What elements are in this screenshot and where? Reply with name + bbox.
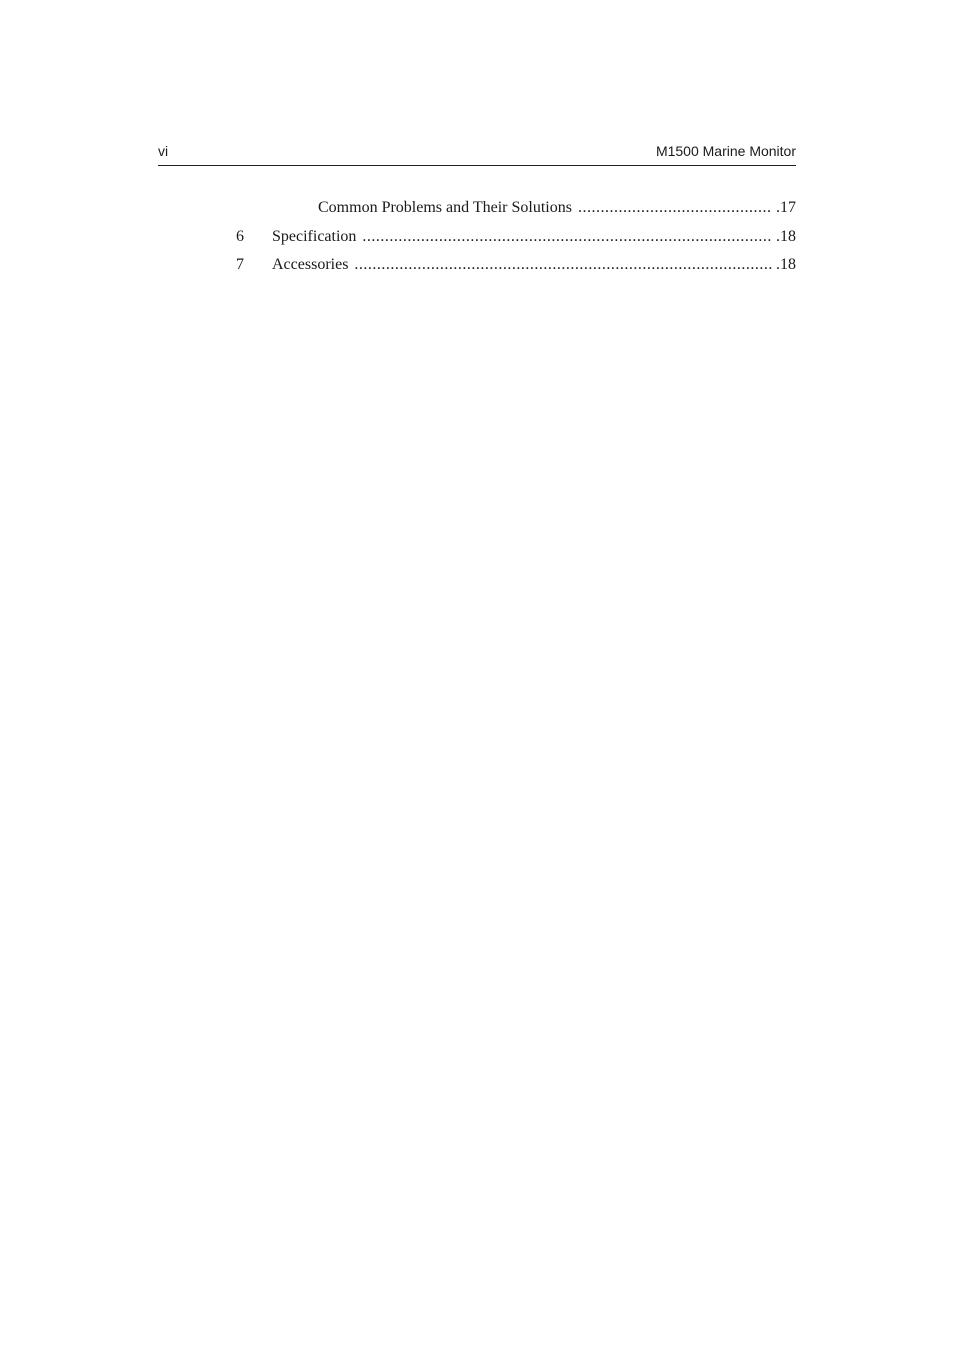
toc-entry-page: .17 xyxy=(776,199,796,216)
toc-dot-leader xyxy=(578,197,772,219)
document-title: M1500 Marine Monitor xyxy=(655,143,796,159)
toc-dot-leader xyxy=(362,226,772,248)
toc-dot-leader xyxy=(354,254,772,276)
toc-entry-label: Common Problems and Their Solutions xyxy=(318,199,572,216)
toc-entry-accessories[interactable] xyxy=(236,254,796,276)
toc-entry-label: Specification xyxy=(272,228,357,245)
toc-entry-page: .18 xyxy=(776,228,796,245)
toc-entry-number: 7 xyxy=(236,256,244,273)
toc-entry-page: .18 xyxy=(776,256,796,273)
toc-entry-common-problems[interactable] xyxy=(318,197,796,219)
page-number: vi xyxy=(158,143,169,159)
toc-entry-specification[interactable] xyxy=(236,226,796,248)
toc-entry-number: 6 xyxy=(236,228,244,245)
toc-entry-label: Accessories xyxy=(272,256,349,273)
running-header xyxy=(158,141,796,166)
